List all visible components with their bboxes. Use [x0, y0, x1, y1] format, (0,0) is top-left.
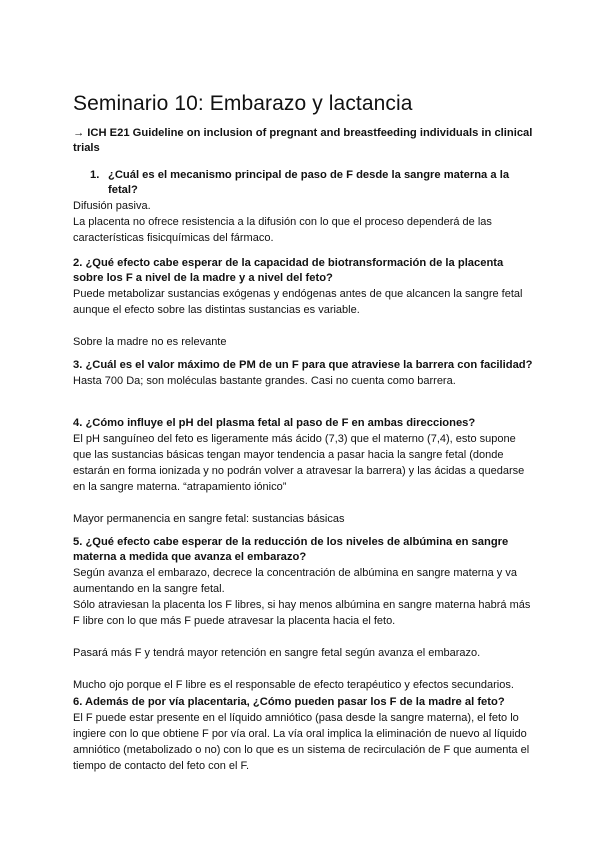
question-6-block — [73, 695, 533, 774]
answer-4-note: Mayor permanencia en sangre fetal: sustancias básicas — [73, 513, 345, 525]
answer-5-note-1: Pasará más F y tendrá mayor retención en sangre fetal según avanza el embarazo. — [73, 647, 481, 659]
question-6-text: 6. Además de por vía placentaria, ¿Cómo pueden pasar los F de la madre al feto? — [73, 696, 505, 708]
answer-6-text: El F puede estar presente en el líquido amniótico (pasa desde la sangre materna), el feto lo ingiere con lo que obtiene F por vía oral. La vía oral implica la eliminación de nuevo al líquido amniótico (metabolizado o no) con lo que es un sistema de recirculación de F que aumenta el tiempo de contacto del feto con el F. — [73, 712, 530, 772]
question-1-number: 1. — [90, 169, 100, 181]
page-title: Seminario 10: Embarazo y lactancia — [73, 92, 413, 115]
answer-2-note: Sobre la madre no es relevante — [73, 336, 227, 348]
answer-5-note-2: Mucho ojo porque el F libre es el responsable de efecto terapéutico y efectos secundarios. — [73, 679, 514, 691]
answer-1-line-1: Difusión pasiva. — [73, 200, 151, 212]
question-2-block — [73, 256, 533, 350]
question-4-text: 4. ¿Cómo influye el pH del plasma fetal al paso de F en ambas direcciones? — [73, 417, 476, 429]
answer-4-text: El pH sanguíneo del feto es ligeramente más ácido (7,3) que el materno (7,4), esto supone que las sustancias básicas tengan mayor tendencia a pasar hacia la sangre fetal (donde estarán en forma ionizada y no podrán volver a atravesar la barrera) y las ácidas a quedarse en la sangre materna. “atrapamiento iónico” — [73, 433, 525, 493]
question-5-text: 5. ¿Qué efecto cabe esperar de la reducción de los niveles de albúmina en sangre materna a medida que avanza el embarazo? — [73, 536, 509, 563]
question-4-block — [73, 416, 533, 527]
question-1-text: ¿Cuál es el mecanismo principal de paso de F desde la sangre materna a la fetal? — [108, 169, 510, 196]
guideline-reference: → ICH E21 Guideline on inclusion of pregnant and breastfeeding individuals in clinical trials — [73, 127, 533, 154]
question-1 — [90, 168, 530, 198]
answer-5-paragraph-1: Según avanza el embarazo, decrece la concentración de albúmina en sangre materna y va aumentando en la sangre fetal. — [73, 567, 517, 595]
answer-1 — [73, 198, 533, 246]
answer-1-line-2: La placenta no ofrece resistencia a la difusión con lo que el proceso dependerá de las características fisicquímicas del fármaco. — [73, 216, 492, 244]
question-3-block — [73, 358, 533, 389]
question-2-text: 2. ¿Qué efecto cabe esperar de la capacidad de biotransformación de la placenta sobre los F a nivel de la madre y a nivel del feto? — [73, 257, 504, 284]
answer-2-text: Puede metabolizar sustancias exógenas y endógenas antes de que alcancen la sangre fetal aunque el efecto sobre las distintas sustancias es variable. — [73, 288, 523, 316]
answer-5-paragraph-2: Sólo atraviesan la placenta los F libres, si hay menos albúmina en sangre materna habrá más F libre con lo que más F puede atravesar la placenta hacia el feto. — [73, 599, 531, 627]
question-3-text: 3. ¿Cuál es el valor máximo de PM de un F para que atraviese la barrera con facilidad? — [73, 359, 533, 371]
answer-3-text: Hasta 700 Da; son moléculas bastante grandes. Casi no cuenta como barrera. — [73, 375, 456, 387]
question-5-block — [73, 535, 533, 693]
